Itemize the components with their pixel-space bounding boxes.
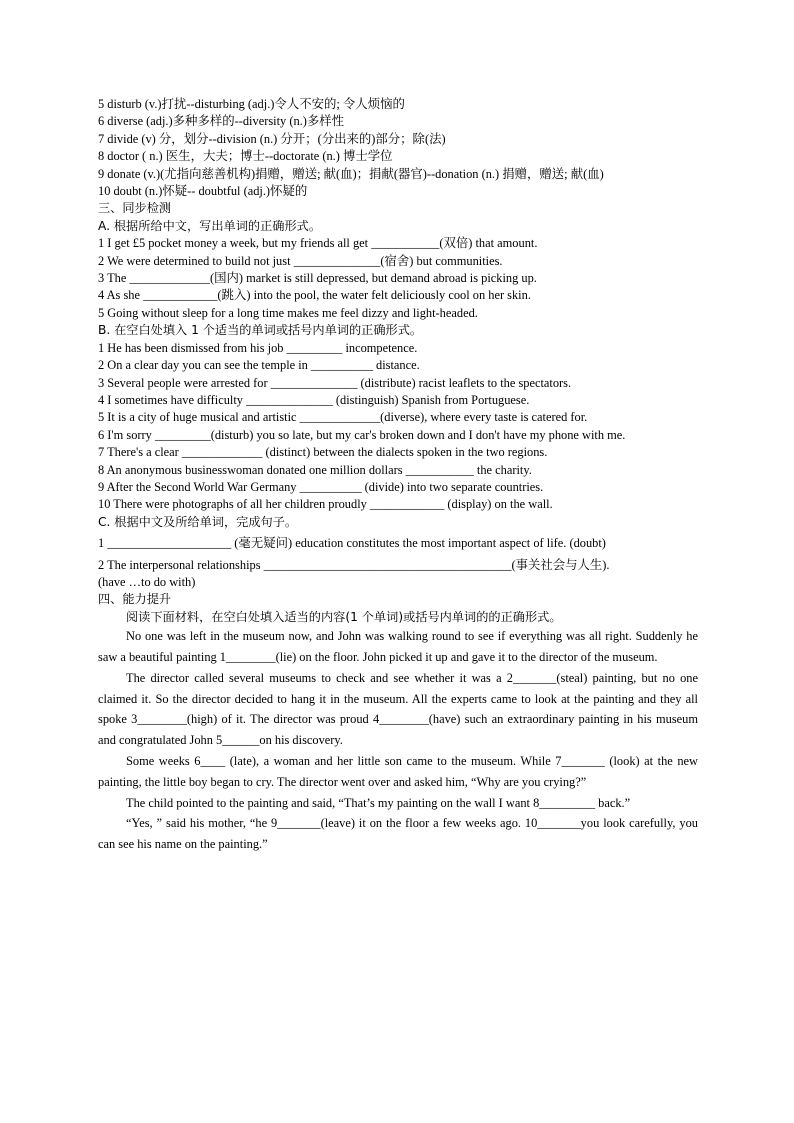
passage-paragraph: No one was left in the museum now, and John was walking round to see if everything was all right. Suddenly he saw a beautiful painting 1________(lie) on the floor. John picked it up and gave it to the director of the museum.: [98, 629, 698, 664]
part-a-item: 2 We were determined to build not just ______________(宿舍) but communities.: [98, 253, 503, 268]
section-4-instruction: 阅读下面材料，在空白处填入适当的内容(1 个单词)或括号内单词的的正确形式。: [126, 609, 562, 624]
part-c-item: 2 The interpersonal relationships ________________________________________(事关社会与人生).: [98, 557, 610, 572]
vocab-list: [98, 96, 698, 200]
part-a-title: A. 根据所给中文，写出单词的正确形式。: [98, 218, 322, 233]
vocab-item: 7 divide (v) 分，划分--division (n.) 分开；(分出来的)部分；除(法): [98, 131, 446, 146]
part-a-item: 4 As she ____________(跳入) into the pool, the water felt deliciously cool on her skin.: [98, 288, 531, 303]
vocab-item: 5 disturb (v.)打扰--disturbing (adj.)令人不安的; 令人烦恼的: [98, 97, 405, 111]
part-b-item: 2 On a clear day you can see the temple in __________ distance.: [98, 358, 420, 373]
part-b-item: 4 I sometimes have difficulty ______________ (distinguish) Spanish from Portuguese.: [98, 392, 530, 407]
passage-paragraph: The child pointed to the painting and said, “That’s my painting on the wall I want 8_________ back.”: [126, 795, 631, 810]
part-b-item: 9 After the Second World War Germany __________ (divide) into two separate countries.: [98, 479, 544, 494]
section-4-title: 四、能力提升: [98, 592, 172, 607]
vocab-item: 8 doctor ( n.) 医生，大夫；博士--doctorate (n.) 博士学位: [98, 149, 393, 164]
vocab-item: 10 doubt (n.)怀疑-- doubtful (adj.)怀疑的: [98, 184, 308, 199]
vocab-item: 6 diverse (adj.)多种多样的--diversity (n.)多样性: [98, 114, 345, 129]
part-b-title: B. 在空白处填入 1 个适当的单词或括号内单词的正确形式。: [98, 323, 423, 338]
vocab-item: 9 donate (v.)(尤指向慈善机构)捐赠，赠送; 献(血)；捐献(器官)--donation (n.) 捐赠，赠送; 献(血): [98, 166, 604, 181]
part-b-item: 1 He has been dismissed from his job _________ incompetence.: [98, 340, 418, 355]
part-a-item: 1 I get £5 pocket money a week, but my friends all get ___________(双倍) that amount.: [98, 236, 538, 251]
part-b-item: 6 I'm sorry _________(disturb) you so late, but my car's broken down and I don't have my phone with me.: [98, 427, 626, 442]
part-c-item: 1 ____________________ (毫无疑问) education constitutes the most important aspect of life. (doubt): [98, 536, 606, 551]
part-c-item: (have …to do with): [98, 574, 196, 589]
passage-paragraph: Some weeks 6____ (late), a woman and her little son came to the museum. While 7_______ (look) at the new painting, the little boy began to cry. The director went over and asked him, “Why are you crying?”: [98, 753, 698, 789]
section-3-title: 三、同步检测: [98, 201, 172, 216]
document-page: [98, 96, 698, 855]
part-b-item: 3 Several people were arrested for ______________ (distribute) racist leaflets to the spectators.: [98, 375, 572, 390]
passage-paragraph: “Yes, ” said his mother, “he 9_______(leave) it on the floor a few weeks ago. 10_______you look carefully, you can see his name on the painting.”: [98, 816, 698, 852]
part-a-item: 5 Going without sleep for a long time makes me feel dizzy and light-headed.: [98, 305, 478, 320]
part-b-item: 7 There's a clear _____________ (distinct) between the dialects spoken in the two regions.: [98, 445, 548, 460]
passage-paragraph: The director called several museums to check and see whether it was a 2_______(steal) painting, but no one claimed it. So the director decided to hang it in the museum. All the experts came to look at the painting and they all spoke 3________(high) of it. The director was proud 4________(have) such an extraordinary painting in his museum and congratulated John 5______on his discovery.: [98, 670, 698, 748]
part-b-item: 5 It is a city of huge musical and artistic _____________(diverse), where every taste is catered for.: [98, 410, 588, 425]
part-b-item: 10 There were photographs of all her children proudly ____________ (display) on the wall.: [98, 497, 553, 512]
part-b-item: 8 An anonymous businesswoman donated one million dollars ___________ the charity.: [98, 462, 532, 477]
part-c-title: C. 根据中文及所给单词，完成句子。: [98, 514, 298, 529]
part-a-item: 3 The _____________(国内) market is still depressed, but demand abroad is picking up.: [98, 271, 537, 286]
